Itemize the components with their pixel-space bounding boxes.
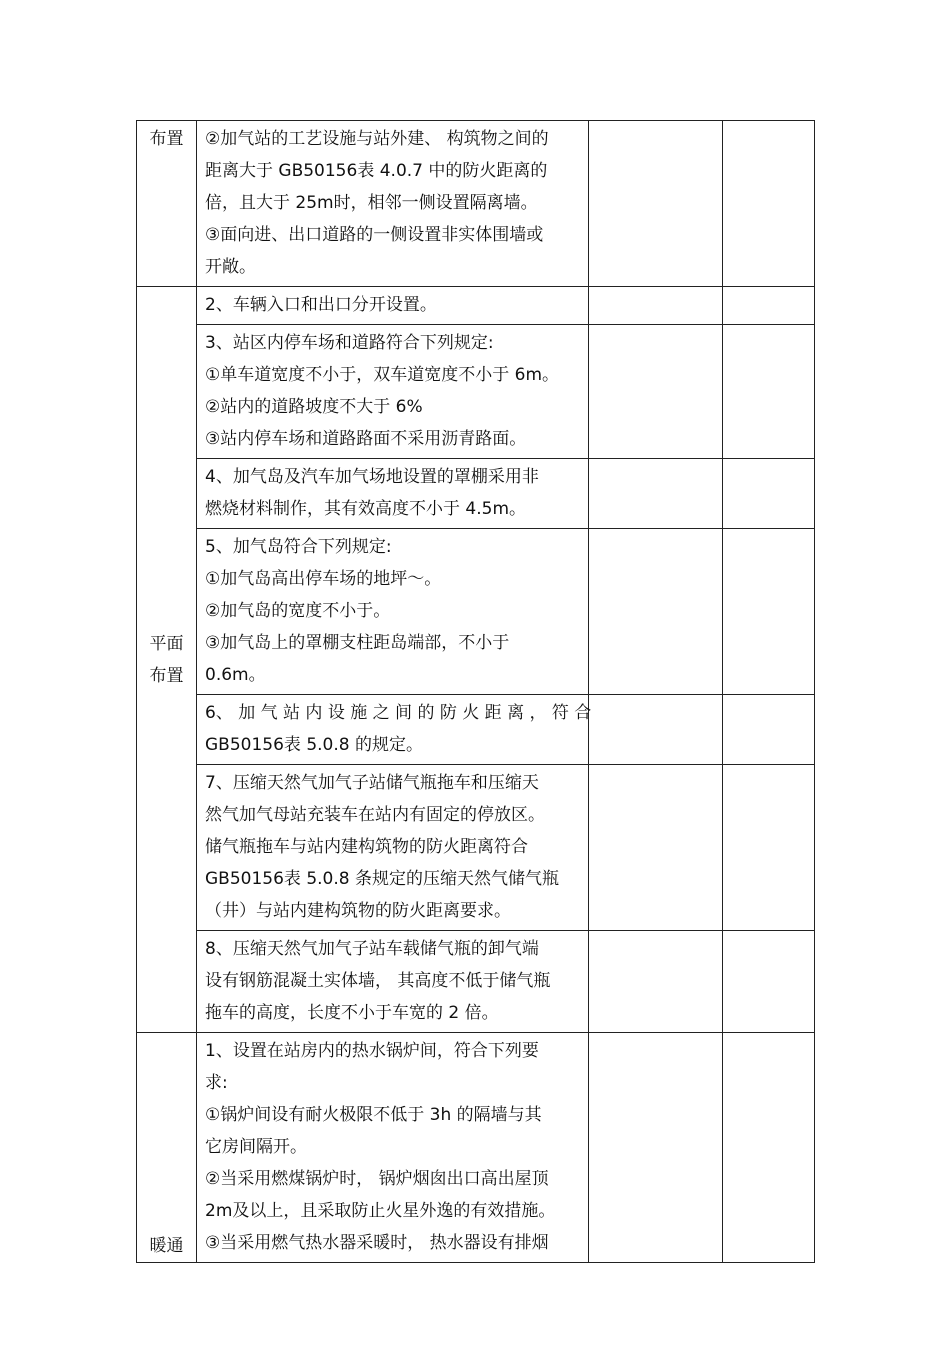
requirement-line: 然气加气母站充装车在站内有固定的停放区。 [205, 805, 545, 825]
requirement-cell [197, 931, 589, 1033]
requirement-line: ①单车道宽度不小于，双车道宽度不小于 6m。 [205, 365, 560, 385]
remark-cell [723, 1033, 815, 1263]
requirement-line: 设有钢筋混凝土实体墙， 其高度不低于储气瓶 [205, 971, 551, 991]
requirement-cell [197, 529, 589, 695]
remark-cell [723, 529, 815, 695]
category-label: 布置 [149, 665, 184, 686]
table-row [137, 325, 815, 459]
requirement-line: ③当采用燃气热水器采暖时， 热水器设有排烟 [205, 1233, 549, 1253]
category-label: 暖通 [149, 1236, 184, 1256]
table-row [137, 931, 815, 1033]
table-row [137, 459, 815, 529]
requirement-line: ②加气岛的宽度不小于。 [205, 601, 391, 621]
requirement-line: ③面向进、出口道路的一侧设置非实体围墙或 [205, 225, 544, 245]
requirement-line: 6、 加 气 站 内 设 施 之 间 的 防 火 距 离 ， 符 合 [205, 703, 592, 723]
requirement-line: ②站内的道路坡度不大于 6% [205, 397, 423, 417]
requirement-line: 距离大于 GB50156表 4.0.7 中的防火距离的 [205, 161, 548, 181]
category-cell-hvac [137, 1033, 197, 1263]
check-result-cell [589, 287, 723, 325]
requirement-line: GB50156表 5.0.8 条规定的压缩天然气储气瓶 [205, 869, 559, 889]
requirement-line: ①锅炉间设有耐火极限不低于 3h 的隔墙与其 [205, 1105, 542, 1125]
check-result-cell [589, 459, 723, 529]
requirement-cell [197, 459, 589, 529]
requirement-cell [197, 325, 589, 459]
category-cell-plane-layout [137, 287, 197, 1033]
category-label: 布置 [149, 129, 184, 149]
table-row [137, 121, 815, 287]
requirement-line: 8、压缩天然气加气子站车载储气瓶的卸气端 [205, 939, 539, 959]
requirement-line: 求: [205, 1073, 228, 1093]
requirement-line: 拖车的高度，长度不小于车宽的 2 倍。 [205, 1003, 499, 1023]
requirement-line: 4、加气岛及汽车加气场地设置的罩棚采用非 [205, 467, 539, 487]
requirement-line: 2、车辆入口和出口分开设置。 [205, 295, 437, 315]
remark-cell [723, 325, 815, 459]
remark-cell [723, 287, 815, 325]
remark-cell [723, 765, 815, 931]
check-result-cell [589, 695, 723, 765]
check-result-cell [589, 529, 723, 695]
check-result-cell [589, 1033, 723, 1263]
check-result-cell [589, 765, 723, 931]
requirement-line: 3、站区内停车场和道路符合下列规定: [205, 333, 494, 353]
table-row [137, 287, 815, 325]
requirement-line: 2m及以上，且采取防止火星外逸的有效措施。 [205, 1201, 556, 1221]
table-row [137, 1033, 815, 1263]
requirement-cell [197, 287, 589, 325]
check-result-cell [589, 121, 723, 287]
remark-cell [723, 931, 815, 1033]
remark-cell [723, 121, 815, 287]
requirement-line: 5、加气岛符合下列规定: [205, 537, 392, 557]
inspection-table [136, 120, 815, 1263]
requirement-line: 倍，且大于 25m时，相邻一侧设置隔离墙。 [205, 193, 538, 213]
requirement-line: ①加气岛高出停车场的地坪～。 [205, 569, 442, 589]
requirement-line: ③站内停车场和道路路面不采用沥青路面。 [205, 429, 527, 449]
table-row [137, 529, 815, 695]
table-row [137, 695, 815, 765]
requirement-cell [197, 1033, 589, 1263]
requirement-cell [197, 695, 592, 765]
remark-cell [723, 459, 815, 529]
requirement-line: （井）与站内建构筑物的防火距离要求。 [205, 901, 511, 921]
table-row [137, 765, 815, 931]
requirement-line: 燃烧材料制作，其有效高度不小于 4.5m。 [205, 499, 526, 519]
requirement-line: ②当采用燃煤锅炉时， 锅炉烟囱出口高出屋顶 [205, 1169, 549, 1189]
requirement-line: 1、设置在站房内的热水锅炉间，符合下列要 [205, 1041, 539, 1061]
requirement-line: 7、压缩天然气加气子站储气瓶拖车和压缩天 [205, 773, 539, 793]
requirement-line: ②加气站的工艺设施与站外建、 构筑物之间的 [205, 129, 549, 149]
requirement-cell [197, 765, 589, 931]
requirement-line: 储气瓶拖车与站内建构筑物的防火距离符合 [205, 837, 528, 857]
check-result-cell [589, 325, 723, 459]
requirement-line: 开敞。 [205, 257, 256, 277]
requirement-line: ③加气岛上的罩棚支柱距岛端部，不小于 [205, 633, 510, 653]
requirement-line: 它房间隔开。 [205, 1137, 307, 1157]
category-label: 平面 [149, 633, 184, 654]
remark-cell [723, 695, 815, 765]
requirement-cell [197, 121, 589, 287]
requirement-line: 0.6m。 [205, 665, 266, 685]
requirement-line: GB50156表 5.0.8 的规定。 [205, 735, 423, 755]
check-result-cell [589, 931, 723, 1033]
category-cell-top [137, 121, 197, 287]
